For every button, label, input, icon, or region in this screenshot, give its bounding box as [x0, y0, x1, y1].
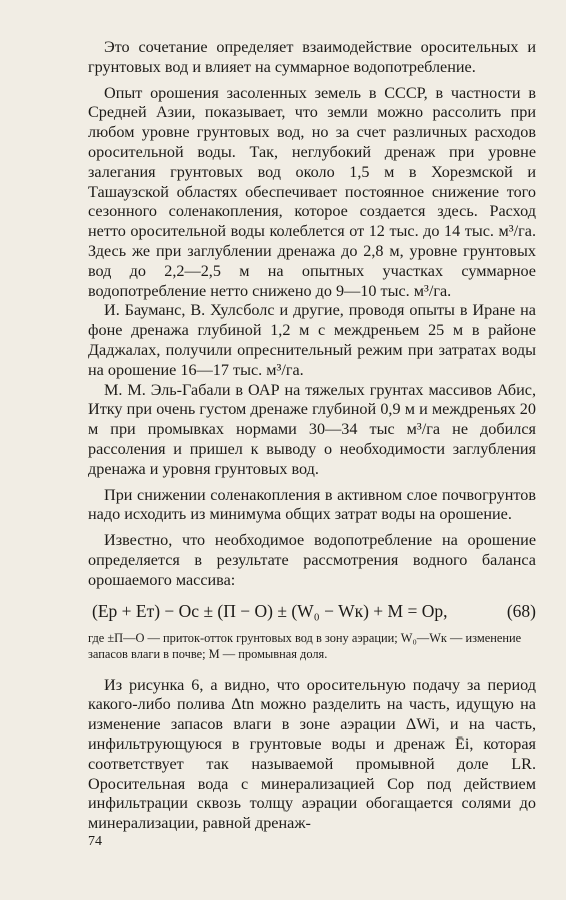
page-number: 74 [88, 834, 102, 849]
paragraph: При снижении соленакопления в активном слое почвогрунтов надо исходить из минимума общих затрат воды на орошение. [88, 485, 536, 524]
paragraph: Опыт орошения засоленных земель в СССР, в частности в Средней Азии, показывает, что земли можно рассолить при любом уровне грунтовых вод, но за счет различных расходов оросительной воды. Так, неглубокий дренаж при уровне залегания грунтовых вод около 1,5 м в Хорезмской и Ташаузской областях обеспечивает постоянное снижение того сезонного соленакопления, которое создается здесь. Расход нетто оросительной воды колеблется от 12 тыс. до 14 тыс. м³/га. Здесь же при заглублении дренажа до 2,8 м, уровне грунтовых вод до 2,2—2,5 м на опытных участках суммарное водопотребление нетто снижено до 9—10 тыс. м³/га. [88, 83, 536, 300]
paragraph: М. М. Эль-Габали в ОАР на тяжелых грунтах массивов Абис, Итку при очень густом дренаже глубиной 0,9 м и междреньях 20 м при промывках нормами 30—34 тыс м³/га не добился рассоления и пришел к выводу о необходимости заглубления дренажа и уровня грунтовых вод. [88, 380, 536, 478]
paragraph: И. Бауманс, В. Хулсболс и другие, проводя опыты в Иране на фоне дренажа глубиной 1,2 м с междреньем 25 м в районе Даджалах, получили опреснительный режим при затратах воды на орошение 16—17 тыс. м³/га. [88, 301, 536, 379]
equation-expression: (Eр + Eт) − Oc ± (П − О) ± (W₀ − Wк) + M = Op, [92, 600, 448, 621]
paragraph: Известно, что необходимое водопотребление на орошение определяется в результате рассмотрения водного баланса орошаемого массива: [88, 531, 536, 589]
paragraph: Из рисунка 6, а видно, что оросительную подачу за период какого-либо полива Δtn можно разделить на часть, идущую на изменение запасов влаги в зоне аэрации ΔWi, и на часть, инфильтрующуюся в грунтовые воды и дренаж Ēi, которая соответствует так называемой промывной доле LR. Оросительная вода с минерализацией Cор под действием инфильтрации сквозь толщу аэрации обогащается солями до минерализации, равной дренаж- [88, 675, 536, 833]
equation-number: (68) [506, 600, 536, 621]
page-body [88, 38, 536, 834]
equation-note: где ±П—О — приток-отток грунтовых вод в зону аэрации; W₀—Wк — изменение запасов влаги в почве; M — промывная доля. [88, 630, 522, 661]
equation-68 [88, 600, 536, 622]
paragraph: Это сочетание определяет взаимодействие оросительных и грунтовых вод и влияет на суммарное водопотребление. [88, 38, 536, 76]
